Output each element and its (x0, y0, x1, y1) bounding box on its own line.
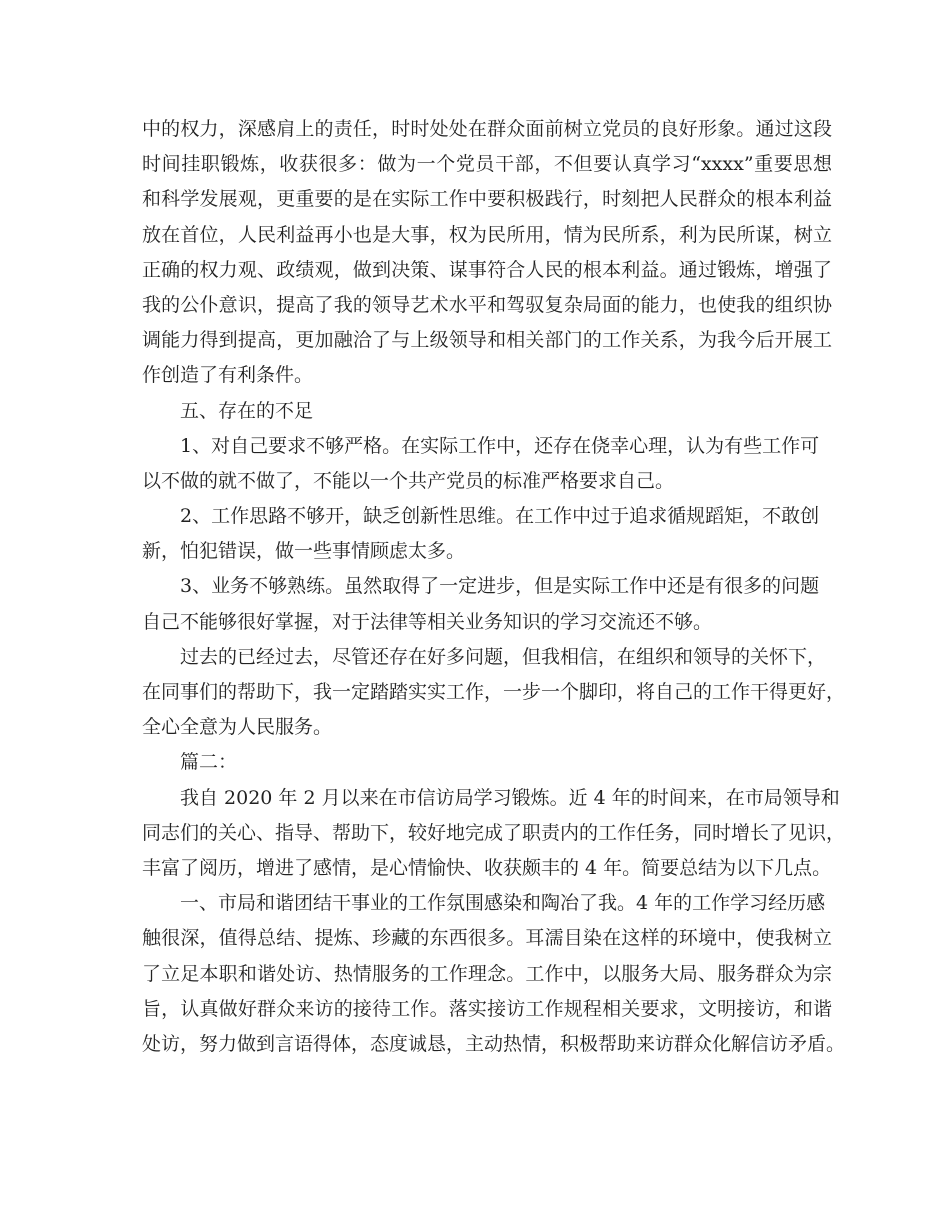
text-line: 了立足本职和谐处访、热情服务的工作理念。工作中，以服务大局、服务群众为宗 (142, 962, 832, 985)
text-line: 放在首位，人民利益再小也是大事，权为民所用，情为民所系，利为民所谋，树立 (142, 223, 832, 246)
text-line: 自己不能够很好掌握，对于法律等相关业务知识的学习交流还不够。 (142, 610, 713, 633)
text-line: 处访，努力做到言语得体，态度诚恳，主动热情，积极帮助来访群众化解信访矛盾。 (142, 1032, 846, 1055)
text-line: 3、业务不够熟练。虽然取得了一定进步，但是实际工作中还是有很多的问题 (180, 575, 820, 598)
text-line: 我的公仆意识，提高了我的领导艺术水平和驾驭复杂局面的能力，也使我的组织协 (142, 293, 832, 316)
text-line: 1、对自己要求不够严格。在实际工作中，还存在侥幸心理，认为有些工作可 (180, 434, 820, 457)
document-body (142, 112, 846, 1062)
text-line: 过去的已经过去，尽管还存在好多问题，但我相信，在组织和领导的关怀下， (180, 645, 827, 668)
text-line: 新，怕犯错误，做一些事情顾虑太多。 (142, 540, 466, 563)
text-line: 在同事们的帮助下，我一定踏踏实实工作，一步一个脚印，将自己的工作干得更好， (142, 681, 846, 703)
text-line: 以不做的就不做了，不能以一个共产党员的标准严格要求自己。 (142, 469, 675, 492)
text-line: 调能力得到提高，更加融洽了与上级领导和相关部门的工作关系，为我今后开展工 (142, 329, 832, 352)
text-line: 中的权力，深感肩上的责任，时时处处在群众面前树立党员的良好形象。通过这段 (142, 118, 832, 140)
text-line: 同志们的关心、指导、帮助下，较好地完成了职责内的工作任务，同时增长了见识， (142, 821, 846, 844)
text-line: 一、市局和谐团结干事业的工作氛围感染和陶冶了我。4 年的工作学习经历感 (180, 892, 826, 915)
text-line: 全心全意为人民服务。 (142, 716, 333, 739)
text-line: 2、工作思路不够开，缺乏创新性思维。在工作中过于追求循规蹈矩，不敢创 (180, 505, 820, 528)
section-heading: 篇二： (180, 751, 238, 774)
text-line: 作创造了有利条件。 (142, 364, 314, 387)
section-heading: 五、存在的不足 (180, 399, 314, 422)
text-line: 和科学发展观，更重要的是在实际工作中要积极践行，时刻把人民群众的根本利益 (142, 188, 832, 211)
text-line: 丰富了阅历，增进了感情，是心情愉快、收获颇丰的 4 年。简要总结为以下几点。 (142, 856, 832, 879)
text-line: 我自 2020 年 2 月以来在市信访局学习锻炼。近 4 年的时间来，在市局领导和 (180, 786, 840, 809)
text-line: 旨，认真做好群众来访的接待工作。落实接访工作规程相关要求，文明接访，和谐 (142, 997, 832, 1020)
text-line: 时间挂职锻炼，收获很多：做为一个党员干部，不但要认真学习“xxxx”重要思想 (142, 153, 832, 176)
text-line: 正确的权力观、政绩观，做到决策、谋事符合人民的根本利益。通过锻炼，增强了 (142, 258, 832, 281)
text-line: 触很深，值得总结、提炼、珍藏的东西很多。耳濡目染在这样的环境中，使我树立 (142, 927, 832, 950)
